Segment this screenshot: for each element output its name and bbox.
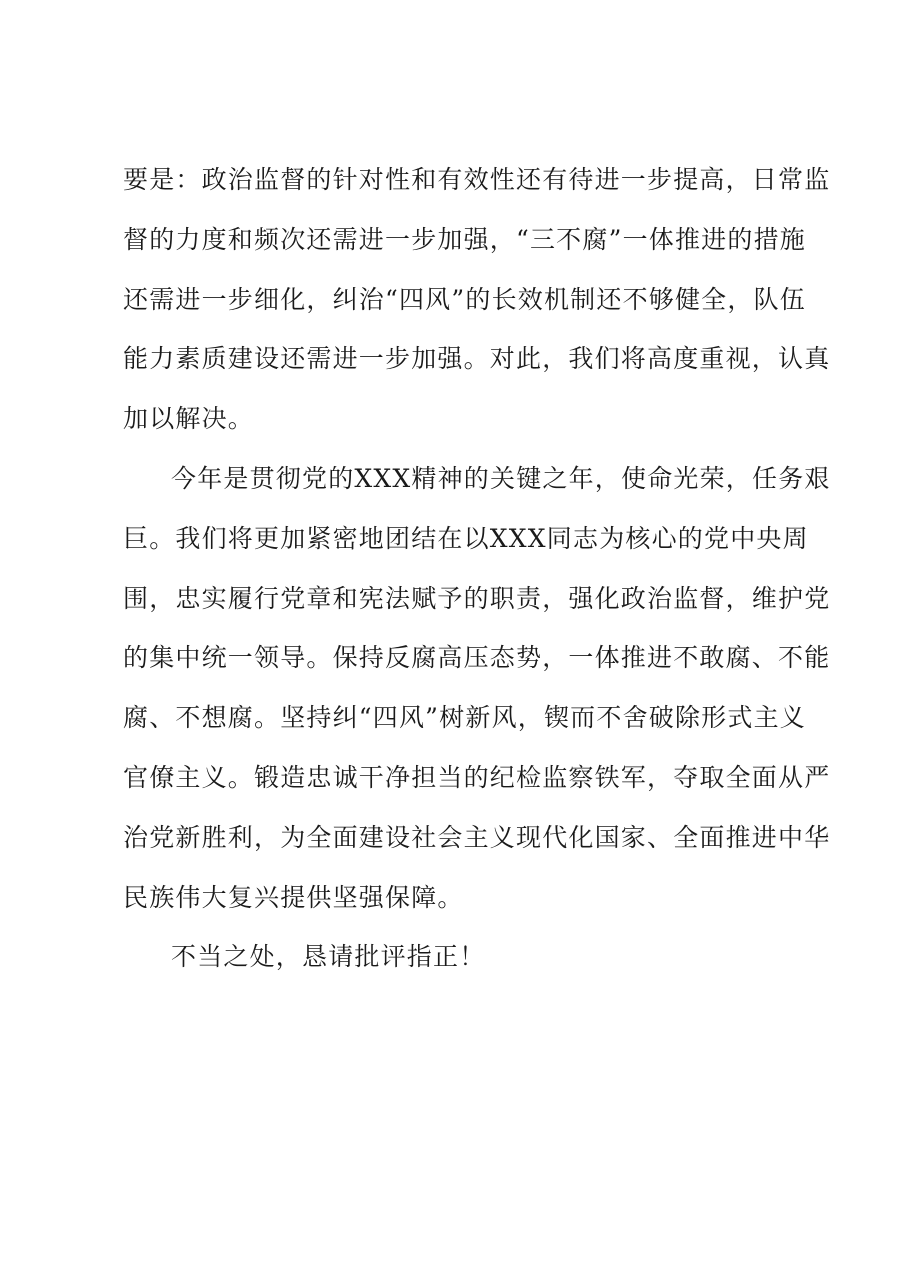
text-line: 加以解决。 [123, 404, 255, 434]
text-line: 能力素质建设还需进一步加强。对此，我们将高度重视，认真 [123, 344, 831, 374]
paragraph-first-line: 今年是贯彻党的XXX精神的关键之年，使命光荣，任务艰 [171, 463, 831, 493]
text-line: 的集中统一领导。保持反腐高压态势，一体推进不敢腐、不能 [123, 643, 831, 673]
text-line: 腐、不想腐。坚持纠“四风”树新风，锲而不舍破除形式主义 [123, 703, 806, 733]
text-line: 官僚主义。锻造忠诚干净担当的纪检监察铁军，夺取全面从严 [123, 762, 831, 792]
text-line: 民族伟大复兴提供坚强保障。 [123, 882, 464, 912]
text-line: 要是：政治监督的针对性和有效性还有待进一步提高，日常监 [123, 165, 831, 194]
document-body [123, 150, 831, 987]
text-line: 督的力度和频次还需进一步加强，“三不腐”一体推进的措施 [123, 224, 806, 254]
text-line: 治党新胜利，为全面建设社会主义现代化国家、全面推进中华 [123, 822, 831, 852]
text-line: 围，忠实履行党章和宪法赋予的职责，强化政治监督，维护党 [123, 583, 831, 613]
closing-line: 不当之处，恳请批评指正！ [171, 942, 486, 972]
text-line: 还需进一步细化，纠治“四风”的长效机制还不够健全，队伍 [123, 284, 806, 314]
text-line: 巨。我们将更加紧密地团结在以XXX同志为核心的党中央周 [123, 523, 809, 553]
